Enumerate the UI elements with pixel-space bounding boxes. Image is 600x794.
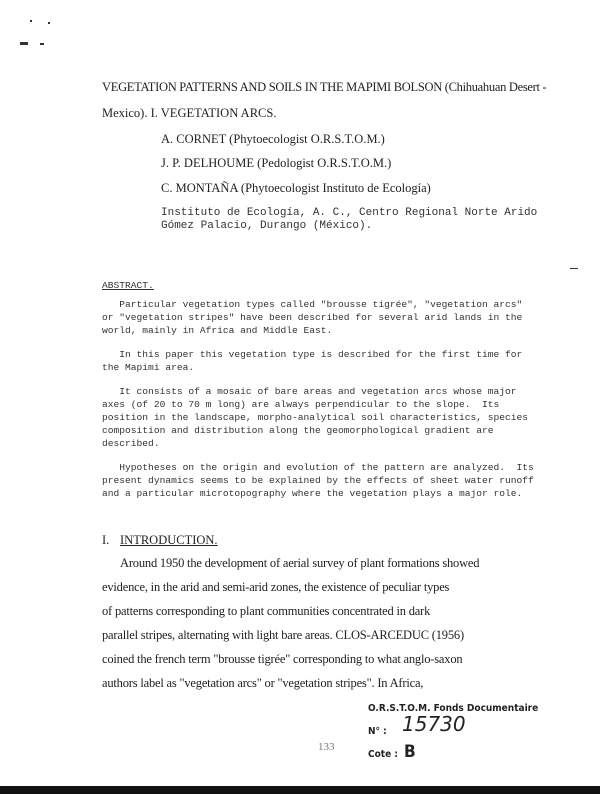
abstract-line: axes (of 20 to 70 m long) are always perpendicular to the slope. Its — [102, 399, 500, 410]
introduction-line: evidence, in the arid and semi-arid zones, the existence of peculiar types — [102, 580, 450, 594]
abstract-line: Hypotheses on the origin and evolution of the pattern are analyzed. Its — [102, 462, 534, 473]
author: C. MONTAÑA (Phytoecologist Instituto de Ecología) — [161, 181, 431, 195]
stamp-cote-value: B — [404, 742, 416, 762]
abstract-heading: ABSTRACT. — [102, 280, 154, 291]
stamp-cote-label: Cote : — [368, 749, 398, 760]
abstract-line: or "vegetation stripes" have been described for several arid lands in the — [102, 312, 523, 323]
scan-speck — [48, 22, 50, 24]
title-line: VEGETATION PATTERNS AND SOILS IN THE MAPIMI BOLSON (Chihuahuan Desert - — [102, 80, 547, 94]
abstract-line: composition and distribution along the geomorphological gradient are — [102, 425, 494, 436]
abstract-line: the Mapimi area. — [102, 362, 195, 373]
introduction-line: of patterns corresponding to plant communities concentrated in dark — [102, 604, 431, 618]
stamp-number-label: N° : — [368, 726, 387, 737]
scan-speck — [40, 43, 44, 45]
section-number: I. — [102, 533, 110, 547]
abstract-line: present dynamics seems to be explained by the effects of sheet water runoff — [102, 475, 534, 486]
introduction-line: Around 1950 the development of aerial survey of plant formations showed — [120, 556, 480, 570]
stamp-header: O.R.S.T.O.M. Fonds Documentaire — [368, 703, 539, 714]
scan-edge — [0, 786, 600, 794]
section-heading: INTRODUCTION. — [120, 533, 218, 547]
introduction-line: coined the french term "brousse tigrée" corresponding to what anglo-saxon — [102, 652, 463, 666]
abstract-line: Particular vegetation types called "brousse tigrée", "vegetation arcs" — [102, 299, 523, 310]
stamp-number-value: 15730 — [402, 712, 466, 736]
scan-speck — [30, 20, 32, 22]
abstract-line: and a particular microtopography where the vegetation plays a major role. — [102, 488, 523, 499]
author: J. P. DELHOUME (Pedologist O.R.S.T.O.M.) — [161, 156, 392, 170]
abstract-line: In this paper this vegetation type is described for the first time for — [102, 349, 523, 360]
title-line: Mexico). I. VEGETATION ARCS. — [102, 106, 277, 120]
abstract-line: position in the landscape, morpho-analytical soil characteristics, species — [102, 412, 529, 423]
abstract-line: world, mainly in Africa and Middle East. — [102, 325, 333, 336]
introduction-line: parallel stripes, alternating with light bare areas. CLOS-ARCEDUC (1956) — [102, 628, 464, 642]
institution-line: Gómez Palacio, Durango (México). — [161, 220, 373, 232]
abstract-line: described. — [102, 438, 160, 449]
introduction-line: authors label as "vegetation arcs" or "vegetation stripes". In Africa, — [102, 676, 424, 690]
scan-speck — [570, 268, 578, 269]
abstract-line: It consists of a mosaic of bare areas and vegetation arcs whose major — [102, 386, 517, 397]
author: A. CORNET (Phytoecologist O.R.S.T.O.M.) — [161, 132, 385, 146]
scan-speck — [20, 42, 28, 45]
institution-line: Instituto de Ecología, A. C., Centro Regional Norte Arido — [161, 207, 538, 219]
page-number: 133 — [318, 741, 335, 753]
